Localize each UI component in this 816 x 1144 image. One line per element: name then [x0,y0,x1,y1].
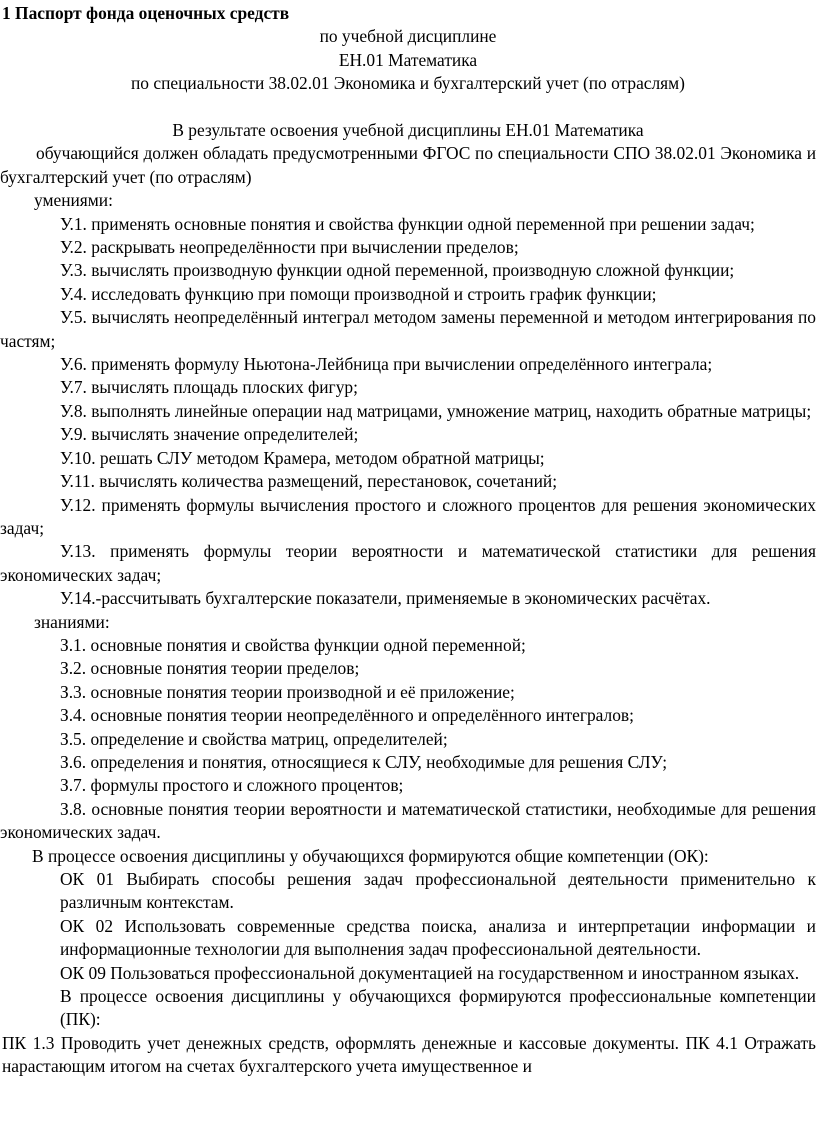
skill-item: У.3. вычислять производную функции одной переменной, производную сложной функции; [60,260,735,281]
skill-item: У.7. вычислять площадь плоских фигур; [60,377,358,398]
intro-paragraph: обучающийся должен обладать предусмотренными ФГОС по специальности СПО 38.02.01 Экономика и бухгалтерский учет (по отраслям) [0,143,816,187]
discipline-name: ЕН.01 Математика [338,49,478,70]
ok-item: ОК 01 Выбирать способы решения задач профессиональной деятельности применительно к различным контекстам. [60,869,816,913]
skill-item: У.4. исследовать функцию при помощи производной и строить график функции; [60,283,657,304]
knowledge-item: З.1. основные понятия и свойства функции одной переменной; [60,634,526,655]
skill-item: У.14.-рассчитывать бухгалтерские показатели, применяемые в экономических расчётах. [60,588,711,609]
skill-item: У.6. применять формулу Ньютона-Лейбница при вычислении определённого интеграла; [60,354,713,375]
knowledge-label: знаниями: [34,611,110,632]
knowledge-item: З.8. основные понятия теории вероятности и математической статистики, необходимые для решения экономических задач. [0,798,816,843]
skill-item: У.11. вычислять количества размещений, перестановок, сочетаний; [60,471,558,492]
skill-item: У.13. применять формулы теории вероятности и математической статистики для решения экономических задач; [0,541,816,585]
skill-item: У.12. применять формулы вычисления простого и сложного процентов для решения экономических задач; [0,494,816,538]
ok-intro: В процессе освоения дисциплины у обучающихся формируются общие компетенции (ОК): [32,845,709,866]
skill-item: У.1. применять основные понятия и свойства функции одной переменной при решении задач; [60,213,755,234]
ok-item: ОК 09 Пользоваться профессиональной документацией на государственном и иностранном языках. [60,962,800,983]
knowledge-item: З.6. определения и понятия, относящиеся к СЛУ, необходимые для решения СЛУ; [60,751,668,772]
knowledge-list [0,634,816,845]
skill-item: У.2. раскрывать неопределённости при вычислении пределов; [60,237,519,258]
skills-label: умениями: [34,190,113,211]
skill-item: У.9. вычислять значение определителей; [60,424,359,445]
skill-item: У.8. выполнять линейные операции над матрицами, умножение матриц, находить обратные матрицы; [60,400,812,421]
knowledge-item: З.3. основные понятия теории производной и её приложение; [60,681,515,702]
pk-intro: В процессе освоения дисциплины у обучающихся формируются профессиональные компетенции (ПК): [60,986,816,1030]
page-title: 1 Паспорт фонда оценочных средств [2,3,290,23]
knowledge-item: З.4. основные понятия теории неопределённого и определённого интегралов; [60,705,634,726]
knowledge-item: З.2. основные понятия теории пределов; [60,658,360,679]
skills-list [0,213,816,611]
ok-list [0,868,816,985]
ok-item: ОК 02 Использовать современные средства поиска, анализа и интерпретации информации и информационные технологии для выполнения задач профессиональной деятельности. [60,915,816,960]
skill-item: У.10. решать СЛУ методом Крамера, методом обратной матрицы; [60,447,545,468]
specialty-line: по специальности 38.02.01 Экономика и бухгалтерский учет (по отраслям) [131,73,685,94]
discipline-line: по учебной дисциплине [319,26,497,47]
skill-item: У.5. вычислять неопределённый интеграл методом замены переменной и методом интегрирования по частям; [0,307,816,351]
blank-line [0,96,816,119]
knowledge-item: З.5. определение и свойства матриц, определителей; [60,728,448,749]
intro-line: В результате освоения учебной дисциплины ЕН.01 Математика [172,120,644,141]
knowledge-item: З.7. формулы простого и сложного процентов; [60,775,404,796]
pk-text: ПК 1.3 Проводить учет денежных средств, оформлять денежные и кассовые документы. ПК 4.1 Отражать нарастающим итогом на счетах бухгалтерского учета имущественное и [2,1032,816,1077]
